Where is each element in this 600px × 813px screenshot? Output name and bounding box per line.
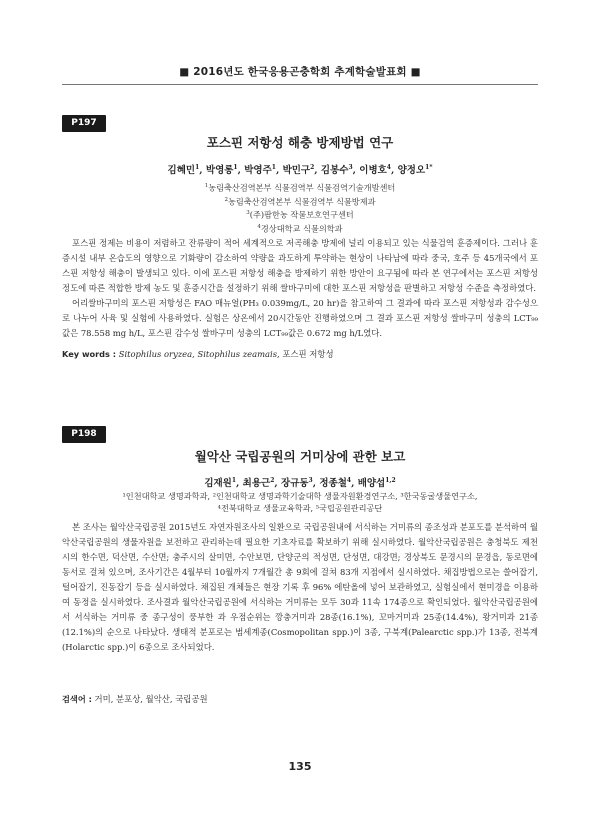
author-list: 김혜민$^1$, 박영롱$^1$, 박영주$^1$, 박민구$^2$, 김봉수$^3$, 이병호$^4$, 양정오$^{1*}$ [167,163,433,176]
keywords-terms: 거미, 분포상, 월악산, 국립공원 [91,694,208,704]
keywords-species: Sitophilus oryzea, Sitophilus zeamais, [118,349,280,359]
affiliation-line [62,221,538,235]
abstract-paragraph: 본 조사는 월악산국립공원 2015년도 자연자원조사의 일환으로 국립공원내에 서식하는 거미류의 종조성과 분포도를 분석하여 월악산국립공원의 생물자원을 보전하고 관리하는데 필요한 기초자료를 확보하기 위해 실시하였다. 월악산국립공원은 충청북도 제천시의 한수면, 덕산면, 수산면; 충주시의 살미면, 수안보면, 단양군의 적성면, 단성면, 대강면; 경상북도 문경시의 문경읍, 동로면에 동서로 걸쳐 있으며, 조사기간은 4월부터 10월까지 7개월간 총 9회에 걸쳐 83개 지점에서 실시하였다. 채집방법으로는 쓸어잡기, 털어잡기, 진동잡기 등을 실시하였다. 채집된 개체들은 현장 기록 후 96% 에탄올에 넣어 보관하였고, 실험실에서 현미경을 이용하여 동정을 실시하였다. 조사결과 월악산국립공원에 서식하는 거미류는 모두 30과 11속 174종으로 확인되었다. 월악산국립공원에서 서식하는 거미류 중 종구성이 풍부한 과 우점순위는 깡충거미과 28종(16.1%), 꼬마거미과 25종(14.4%), 왕거미과 21종(12.1%)의 순으로 나타났다. 생태적 분포로는 범세계종(Cosmopolitan spp.)이 3종, 구북계(Palearctic spp.)가 13종, 전북계(Holarctic spp.)이 6종으로 조사되었다. [62,522,538,652]
running-header: ■ 2016년도 한국응용곤충학회 추계학술발표회 ■ [179,66,421,78]
affiliation-line [62,207,538,221]
author-affiliation-mark: 2 [270,476,275,484]
abstract-id-badge: P197 [62,115,106,132]
affiliation-mark: 4 [257,224,261,231]
page-number: 135 [288,760,312,773]
abstract-id-badge: P198 [62,426,106,443]
affiliation-line [62,180,538,194]
keywords-label: 검색어 : [62,694,92,704]
keywords-terms: 포스핀 저항성 [279,349,334,359]
affiliation-text: 농림축산검역본부 식물검역부 식물검역기술개발센터 [208,182,396,193]
author-name: 정종철 [319,478,347,489]
affiliation-line: ⁴전북대학교 생물교육학과, ⁵국립공원관리공단 [217,503,383,513]
author-name: 김혜민 [167,165,196,176]
author-name: 김봉수 [320,165,349,176]
abstract-title: 월악산 국립공원의 거미상에 관한 보고 [194,449,406,464]
affiliation-mark: 1 [204,183,209,189]
header-divider [62,84,538,85]
author-name: 박영주 [244,165,272,176]
abstract-body [62,236,538,341]
author-affiliation-mark: 1 [271,163,276,171]
author-list: 김재원$^1$, 최용근$^2$, 장규동$^3$, 정종철$^4$, 배양섭$^{1,2}$ [204,476,396,489]
affiliation-text: 경상대학교 식물의학과 [260,223,343,234]
author-affiliation-mark: 3 [348,163,353,171]
affiliation-text: (주)팜한농 작물보호연구센터 [249,210,354,221]
affiliation-list [62,180,538,235]
author-name: 박영롱 [205,165,234,176]
author-name: 장규동 [281,478,309,489]
author-name: 양정오 [397,165,426,176]
affiliation-line: ¹인천대학교 생명과학과, ²인천대학교 생명과학기술대학 생물자원환경연구소, ³한국동굴생물연구소, [122,491,478,501]
author-affiliation-mark: 1 [231,476,237,484]
author-name: 박민구 [282,165,311,176]
affiliation-mark: 2 [224,196,228,203]
author-affiliation-mark: 1 [233,163,238,171]
author-affiliation-mark: 2 [310,163,315,171]
author-name: 이병호 [359,165,387,176]
keywords-line [62,348,538,360]
author-affiliation-mark: 1 [195,163,200,171]
keywords-label: Key words : [62,349,117,359]
author-affiliation-mark: 3 [308,476,313,484]
affiliation-mark: 3 [246,210,250,217]
affiliation-line [62,194,538,208]
abstract-title: 포스핀 저항성 해충 방제방법 연구 [206,135,394,150]
abstract-paragraph: 포스핀 정제는 비용이 저렴하고 잔류량이 적어 세계적으로 저곡해충 방제에 널리 이용되고 있는 식물검역 훈증제이다. 그러나 훈증시설 내부 온습도의 영향으로 기화량이 감소하여 약량을 과도하게 투약하는 현상이 나타남에 따라 중국, 호주 등 45개국에서 포스핀 저항성 해충이 발생되고 있다. 이에 포스핀 저항성 해충을 방제하기 위한 방안이 요구됨에 따라 본 연구에서는 포스핀 저항성 정도에 따른 적합한 방제 농도 및 훈증시간을 설정하기 위해 쌀바구미에 대한 포스핀 저항성을 판별하고 저항성 수준을 측정하였다. [62,238,538,293]
keywords-line [62,693,538,705]
author-affiliation-mark: 4 [346,476,352,484]
author-affiliation-mark: 1* [425,163,433,171]
author-name: 배양섭 [357,478,386,489]
affiliation-text: 농림축산검역본부 식물검역부 식물방제과 [227,196,376,207]
abstract-paragraph: 어리쌀바구미의 포스핀 저항성은 FAO 매뉴얼(PH₃ 0.039mg/L, 20 hr)을 참고하여 그 결과에 따라 포스핀 저항성과 감수성으로 나누어 사육 및 실험에 사용하였다. 실험은 상온에서 20시간동안 진행하였으며 그 결과 포스핀 저항성 쌀바구미 성충의 LCT₉₉값은 78.558 mg h/L, 포스핀 감수성 쌀바구미 성충의 LCT₉₉값은 0.672 mg h/L였다. [62,298,538,338]
author-name: 김재원 [204,478,232,489]
author-affiliation-mark: 1,2 [385,476,396,484]
author-affiliation-mark: 4 [386,163,391,171]
author-name: 최용근 [242,478,271,489]
affiliation-list [62,490,538,514]
abstract-body [62,520,538,655]
